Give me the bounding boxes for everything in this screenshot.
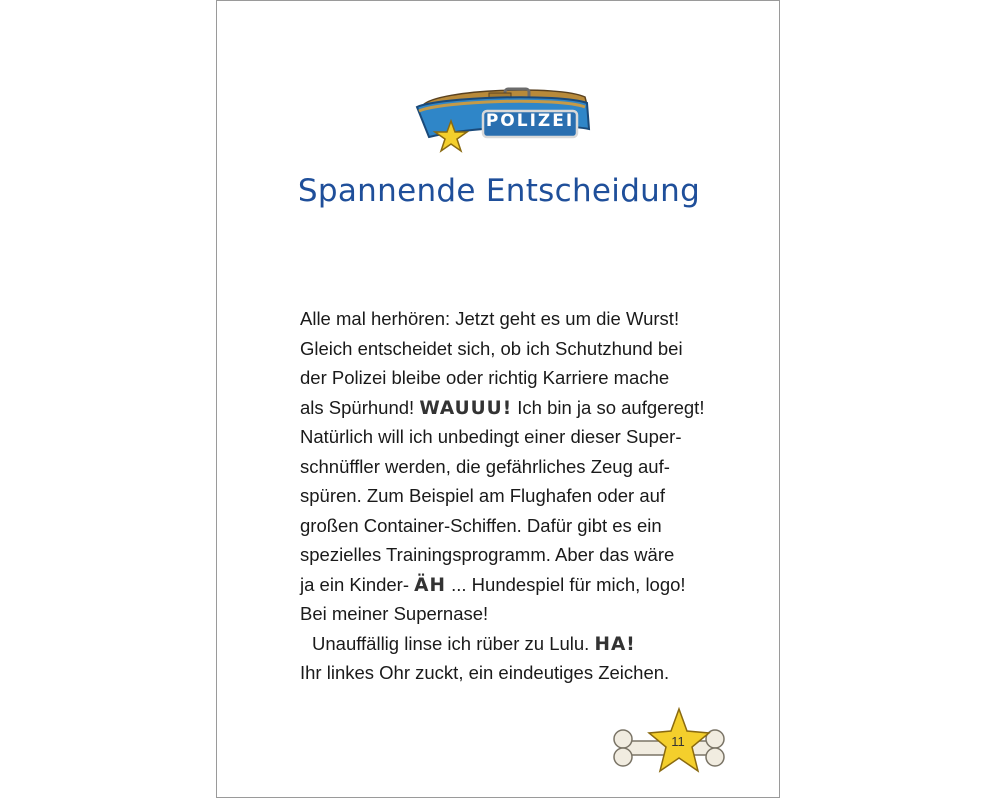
text-line [300,570,720,600]
body-text [300,304,720,688]
shout-word: HA! [594,633,636,655]
text-span: Unauffällig linse ich rüber zu Lulu. [312,632,595,654]
text-span: ... Hundespiel für mich, logo! [445,573,686,595]
text-line: Natürlich will ich unbedingt einer dieser Super- [300,426,682,447]
text-line [300,629,720,659]
shout-word: WAUUU! [419,397,513,419]
text-line: der Polizei bleibe oder richtig Karriere mache [300,367,670,388]
text-line: großen Container-Schiffen. Dafür gibt es ein [300,514,662,536]
page-title: Spannende Entscheidung [297,173,701,209]
text-line: Bei meiner Supernase! [300,603,489,624]
text-span: Ich bin ja so aufgeregt! [512,396,705,418]
book-page [216,0,780,798]
text-line: Gleich entscheidet sich, ob ich Schutzhund bei [300,337,683,359]
shout-word: ÄH [414,574,446,596]
text-span: ja ein Kinder- [300,573,415,595]
text-line: schnüffler werden, die gefährliches Zeug auf- [300,455,670,477]
text-line: spezielles Trainingsprogramm. Aber das wäre [300,544,675,565]
text-line: Ihr linkes Ohr zuckt, ein eindeutiges Zeichen. [300,662,670,683]
collar-label: POLIZEI [485,111,575,131]
page-number: 11 [671,734,685,749]
text-line: Alle mal herhören: Jetzt geht es um die Wurst! [300,308,680,329]
text-span: als Spürhund! [300,396,420,418]
text-line [300,393,720,423]
text-line: spüren. Zum Beispiel am Flughafen oder auf [300,485,666,506]
